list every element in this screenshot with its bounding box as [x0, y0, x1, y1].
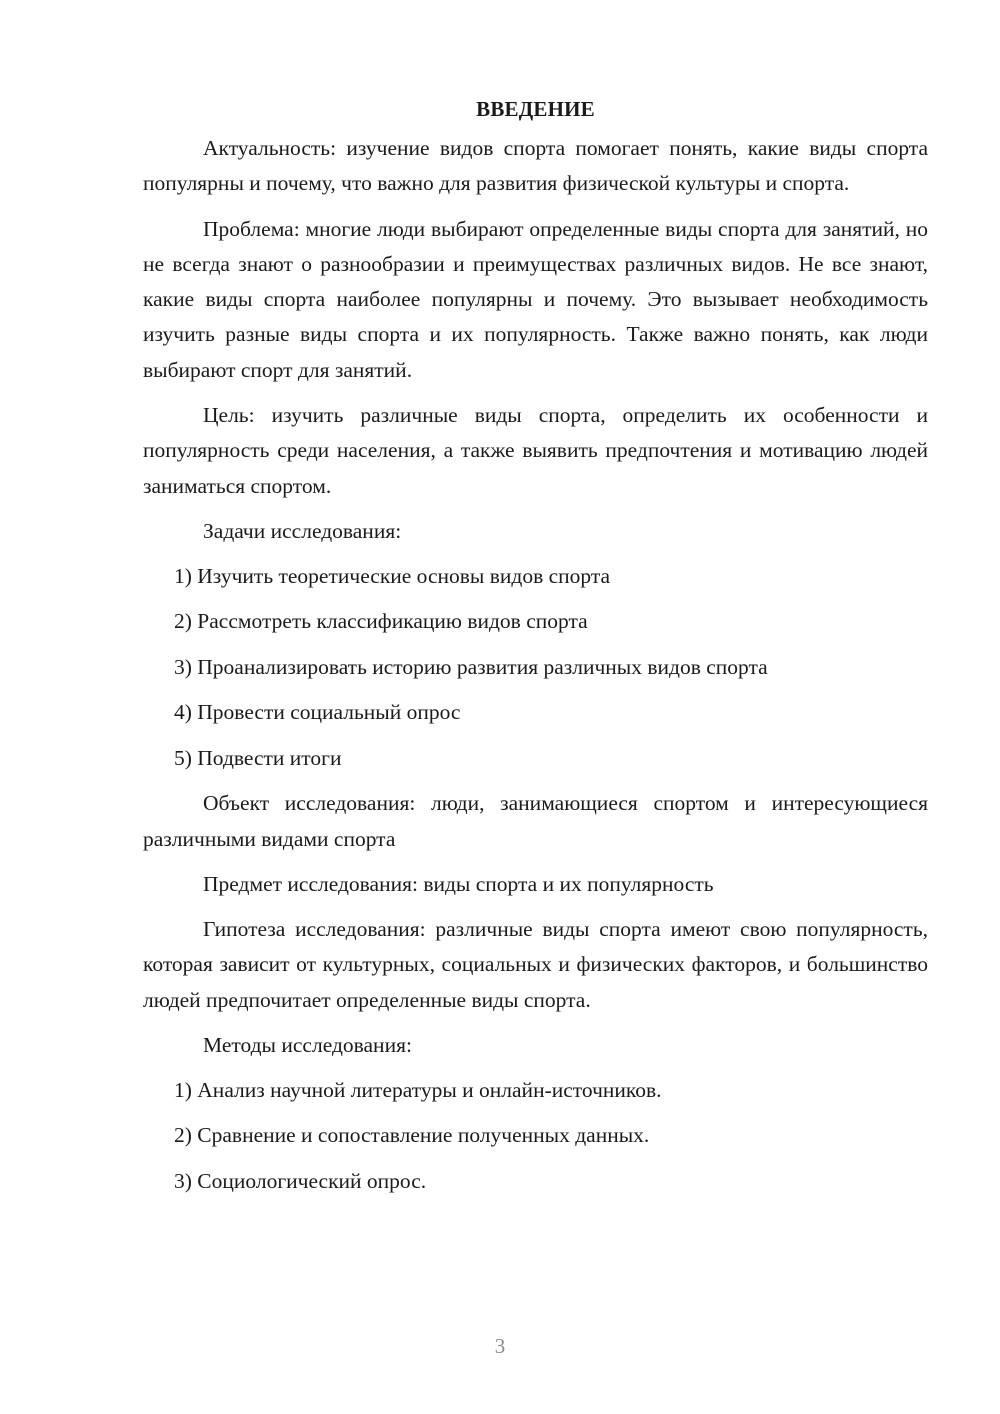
section-title: ВВЕДЕНИЕ — [476, 97, 595, 121]
task-item: 1) Изучить теоретические основы видов спорта — [174, 563, 611, 588]
method-item: 2) Сравнение и сопоставление полученных данных. — [174, 1123, 650, 1148]
task-item: 2) Рассмотреть классификацию видов спорта — [174, 609, 588, 634]
paragraph-goal: Цель: изучить различные виды спорта, определить их особенности и популярность среди населения, а также выявить предпочтения и мотивацию людей заниматься спортом. — [143, 403, 928, 498]
tasks-list — [143, 559, 928, 776]
method-item: 3) Социологический опрос. — [174, 1168, 427, 1193]
paragraph-hypothesis: Гипотеза исследования: различные виды спорта имеют свою популярность, которая зависит от культурных, социальных и физических факторов, и большинство людей предпочитает определенные виды спорта. — [143, 917, 928, 1012]
tasks-heading: Задачи исследования: — [203, 518, 402, 543]
methods-list — [143, 1073, 928, 1199]
paragraph-subject: Предмет исследования: виды спорта и их популярность — [203, 872, 714, 897]
paragraph-problem: Проблема: многие люди выбирают определенные виды спорта для занятий, но не всегда знают о разнообразии и преимуществах различных видов. Не все знают, какие виды спорта наиболее популярны и почему. Это вызывает необходимость изучить разные виды спорта и их популярность. Также важно понять, как люди выбирают спорт для занятий. — [143, 216, 928, 382]
page-number: 3 — [494, 1334, 506, 1358]
paragraph-object: Объект исследования: люди, занимающиеся спортом и интересующиеся различными видами спорта — [143, 791, 928, 851]
task-item: 3) Проанализировать историю развития различных видов спорта — [174, 654, 768, 679]
task-item: 4) Провести социальный опрос — [174, 700, 461, 725]
page-content — [143, 92, 928, 1209]
methods-heading: Методы исследования: — [203, 1032, 412, 1057]
task-item: 5) Подвести итоги — [174, 745, 342, 770]
method-item: 1) Анализ научной литературы и онлайн-источников. — [174, 1077, 662, 1102]
paragraph-relevance: Актуальность: изучение видов спорта помогает понять, какие виды спорта популярны и почему, что важно для развития физической культуры и спорта. — [143, 136, 928, 196]
